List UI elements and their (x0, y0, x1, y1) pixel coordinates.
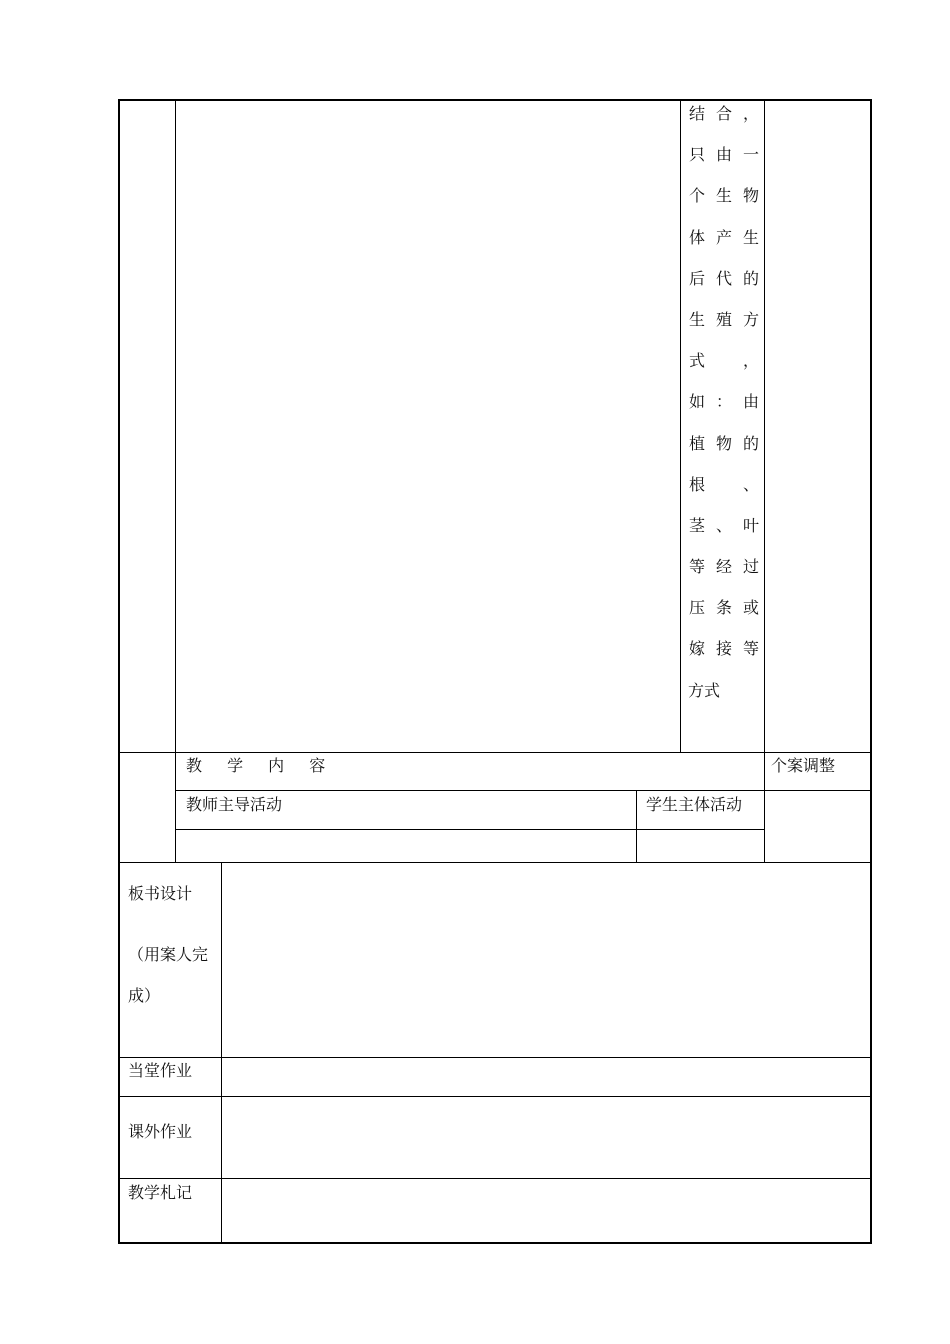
col-divider-text-left (680, 100, 681, 752)
narrow-text-char: 殖 (715, 309, 732, 329)
narrow-text-char: 物 (742, 186, 759, 206)
board-design-label: 板书设计 (128, 884, 193, 903)
board-design-note: （用案人完 (128, 945, 209, 964)
narrow-text-char: 过 (742, 557, 759, 577)
teacher-activity-label: 教师主导活动 (186, 795, 283, 814)
notes-label: 教学札记 (128, 1183, 193, 1202)
narrow-text-char: 由 (715, 145, 732, 165)
narrow-text-char: 经 (715, 557, 732, 577)
col-divider-adjust (764, 100, 765, 862)
row-line-homework (119, 1096, 871, 1097)
narrow-text-char: 的 (742, 268, 759, 288)
narrow-text-char (715, 350, 733, 391)
narrow-text-line (688, 597, 760, 638)
narrow-text-char: 等 (742, 639, 759, 659)
narrow-text-char: 产 (715, 227, 732, 247)
narrow-text-char: 代 (715, 268, 732, 288)
narrow-text-char: 生 (742, 227, 759, 247)
row-line-activity-header (175, 790, 871, 791)
narrow-text-line (688, 350, 760, 391)
row-line-board-design (119, 862, 871, 863)
narrow-text-char: 方式 (688, 680, 721, 700)
narrow-text-char: 个 (688, 186, 705, 206)
narrow-text-line (688, 309, 760, 350)
row-line-classwork (119, 1057, 871, 1058)
narrow-text-char: 后 (688, 268, 705, 288)
narrow-text-char (715, 474, 733, 515)
content-header-label: 教 学 内 容 (186, 756, 336, 775)
narrow-text-line (688, 680, 760, 721)
narrow-text-char: 接 (715, 639, 732, 659)
narrow-text-char: 嫁 (688, 639, 705, 659)
narrow-text-char: 、 (742, 474, 759, 494)
narrow-text-line (688, 227, 760, 268)
narrow-text-char: 如 (688, 392, 705, 412)
narrow-text-char: 或 (742, 598, 759, 618)
narrow-text-line (688, 103, 760, 144)
narrow-text-char: 方 (742, 309, 759, 329)
narrow-text-char: ： (715, 392, 732, 412)
narrow-text-line (688, 433, 760, 474)
narrow-text-char: 由 (742, 392, 759, 412)
narrow-text-char: 生 (715, 186, 732, 206)
narrow-text-char: 体 (688, 227, 705, 247)
narrow-text-line (688, 391, 760, 432)
narrow-text-char: 叶 (742, 515, 759, 535)
board-design-note-end: 成） (128, 986, 161, 1005)
narrow-text-line (688, 638, 760, 679)
col-divider-left-upper (175, 100, 176, 862)
adjust-header-label: 个案调整 (771, 756, 836, 775)
narrow-text-char: 物 (715, 433, 732, 453)
row-line-content-header (119, 752, 871, 753)
classwork-label: 当堂作业 (128, 1061, 193, 1080)
narrow-text-char: 根 (688, 474, 705, 494)
col-divider-student (636, 790, 637, 862)
narrow-text-column (688, 103, 760, 721)
col-divider-label (221, 862, 222, 1243)
homework-label: 课外作业 (128, 1122, 193, 1141)
narrow-text-char: 条 (715, 598, 732, 618)
narrow-text-line (688, 185, 760, 226)
narrow-text-char: 等 (688, 557, 705, 577)
narrow-text-char: 生 (688, 309, 705, 329)
narrow-text-char: 一 (742, 145, 759, 165)
narrow-text-char: 合 (715, 104, 732, 123)
narrow-text-char: 茎 (688, 515, 705, 535)
narrow-text-char: ， (742, 104, 759, 123)
narrow-text-char: 植 (688, 433, 705, 453)
student-activity-label: 学生主体活动 (646, 795, 743, 814)
narrow-text-char: 只 (688, 145, 705, 165)
narrow-text-char: 、 (715, 515, 732, 535)
row-line-activity-body (175, 829, 764, 830)
narrow-text-line (688, 268, 760, 309)
narrow-text-char: 式 (688, 351, 705, 371)
narrow-text-char: 结 (688, 104, 705, 123)
narrow-text-line (688, 515, 760, 556)
narrow-text-line (688, 144, 760, 185)
narrow-text-char: 压 (688, 598, 705, 618)
narrow-text-line (688, 474, 760, 515)
narrow-text-line (688, 556, 760, 597)
narrow-text-char: ， (742, 351, 759, 371)
row-line-notes (119, 1178, 871, 1179)
narrow-text-char: 的 (742, 433, 759, 453)
